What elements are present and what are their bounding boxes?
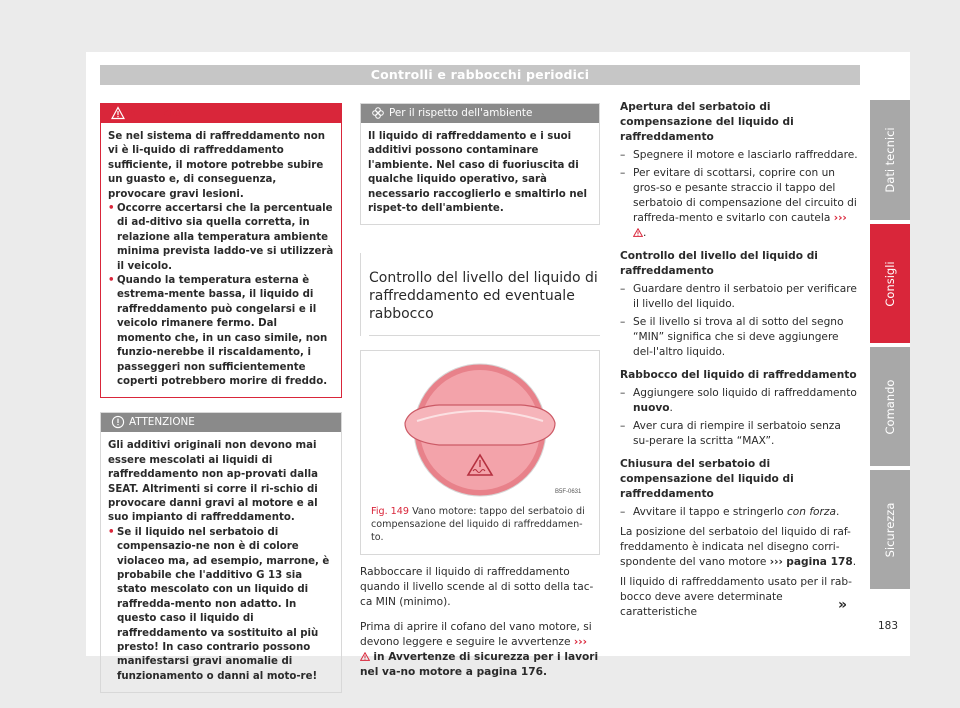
column-left (100, 103, 342, 707)
paragraph-characteristics: Il liquido di raffreddamento usato per il rab-bocco deve avere determinate caratteristiche (620, 576, 852, 618)
paragraph-position: La posizione del serbatoio del liquido di raf-freddamento è indicata nel disegno corri-spondente del vano motore ››› pagina 178. (620, 526, 857, 568)
safety-link[interactable]: in Avvertenze di sicurezza per i lavori nel va-no motore a pagina 176 (360, 651, 599, 679)
column-right (620, 100, 860, 620)
figure-code: B5F-0631 (555, 489, 582, 496)
warning-box-additives (100, 412, 342, 693)
environment-header (361, 104, 599, 123)
page-link[interactable]: pagina 178 (786, 556, 853, 568)
warning-intro: Se nel sistema di raffreddamento non vi è li-quido di raffreddamento sufficiente, il motore potrebbe subire un guasto e, di conseguenza, provocare gravi lesioni. (108, 131, 326, 200)
continue-arrow-icon: » (838, 597, 848, 613)
warning-triangle-icon (360, 652, 370, 661)
warning-intro: Gli additivi originali non devono mai essere mescolati ai liquidi di raffreddamento non ap-provati dalla SEAT. Altrimenti si corre il ri-schio di provocare danni gravi al motore e al suo impianto di raffreddamento. (108, 440, 318, 524)
figure-number: Fig. 149 (371, 506, 409, 518)
heading-closing: Chiusura del serbatoio di compensazione del liquido di raffreddamento (620, 458, 794, 500)
warning-bullet: • Occorre accertarsi che la percentuale di ad-ditivo sia quella corretta, in relazione alla temperatura ambiente minima prevista laddo-ve si utilizzerà il veicolo. (108, 203, 334, 272)
tab-consigli[interactable]: Consigli (870, 224, 910, 343)
environment-text: Il liquido di raffreddamento e i suoi additivi possono contaminare l'ambiente. Nel caso di fuoriuscita di qualche liquido operativo, sarà necessario raccoglierlo e smaltirlo nel rispet-to dell'ambiente. (368, 131, 587, 215)
figure-coolant-cap (360, 350, 600, 555)
environment-box (360, 103, 600, 225)
environment-flower-icon (371, 106, 385, 120)
list-item: – Aggiungere solo liquido di raffreddamento nuovo. (620, 387, 857, 414)
list-item: – Aver cura di riempire il serbatoio senza su-perare la scritta “MAX”. (620, 420, 841, 447)
heading-refill: Rabbocco del liquido di raffreddamento (620, 369, 857, 381)
warning-header (101, 413, 341, 432)
warning-bullet: • Se il liquido nel serbatoio di compensazio-ne non è di colore violaceo ma, ad esempio, marrone, è probabile che l'additivo G 13 sia stato mescolato con un liquido di raffredda-mento non adatto. In questo caso il liquido di raffreddamento va sostituito al più presto! In caso contrario possono manifestarsi gravi anomalie di funzionamento o danni al moto-re! (108, 526, 330, 682)
section-title: Controllo del livello del liquido di raffreddamento ed eventuale rabbocco (369, 269, 600, 336)
list-item: – Se il livello si trova al di sotto del segno “MIN” significa che si deve aggiungere del-l'altro liquido. (620, 316, 844, 358)
warning-bullet: • Quando la temperatura esterna è estrema-mente bassa, il liquido di raffreddamento può congelarsi e il veicolo rimanere fermo. Dal momento che, in un caso simile, non funzio-nerebbe il riscaldamento, i passeggeri non sufficientemente coperti potrebbero morire di freddo. (108, 275, 328, 387)
figure-caption (369, 505, 591, 548)
warning-label: ATTENZIONE (129, 416, 195, 429)
warning-triangle-icon (111, 106, 125, 120)
warning-label: ATTENZIONE (129, 107, 195, 119)
warning-triangle-icon (633, 228, 643, 237)
list-item: – Guardare dentro il serbatoio per verificare il livello del liquido. (620, 283, 857, 310)
tab-sicurezza[interactable]: Sicurezza (870, 470, 910, 589)
tab-dati-tecnici[interactable]: Dati tecnici (870, 100, 910, 220)
list-item: – Spegnere il motore e lasciarlo raffreddare. (620, 149, 858, 161)
heading-opening: Apertura del serbatoio di compensazione del liquido di raffreddamento (620, 101, 794, 143)
paragraph-refill: Rabboccare il liquido di raffreddamento quando il livello scende al di sotto della tac-ca MIN (minimo). (360, 566, 594, 609)
environment-label: Per il rispetto dell'ambiente (389, 107, 533, 119)
page-number: 183 (878, 620, 899, 632)
column-middle (360, 103, 600, 680)
list-item: – Per evitare di scottarsi, coprire con un gros-so e pesante straccio il tappo del serbatoio di compensazione del circuito di raffreda-mento e svitarlo con cautela ››› . (620, 167, 857, 239)
heading-level-check: Controllo del livello del liquido di raffreddamento (620, 250, 818, 277)
section-title-wrap (360, 253, 600, 336)
info-circle-icon (111, 415, 125, 429)
list-item: – Avvitare il tappo e stringerlo con forza. (620, 506, 840, 518)
figure-caption-text: Vano motore: tappo del serbatoio di compensazione del liquido di raffreddamen-to. (371, 506, 585, 544)
coolant-cap-illustration (369, 361, 591, 499)
page-header: Controlli e rabbocchi periodici (100, 65, 860, 85)
warning-box-coolant (100, 103, 342, 398)
paragraph-warning-ref: Prima di aprire il cofano del vano motore, si devono leggere e seguire le avvertenze ››› in Avvertenze di sicurezza per i lavori nel va-no motore a pagina 176. (360, 621, 599, 679)
warning-header (101, 104, 341, 123)
tab-comando[interactable]: Comando (870, 347, 910, 466)
ref-arrows: ››› (573, 636, 587, 649)
